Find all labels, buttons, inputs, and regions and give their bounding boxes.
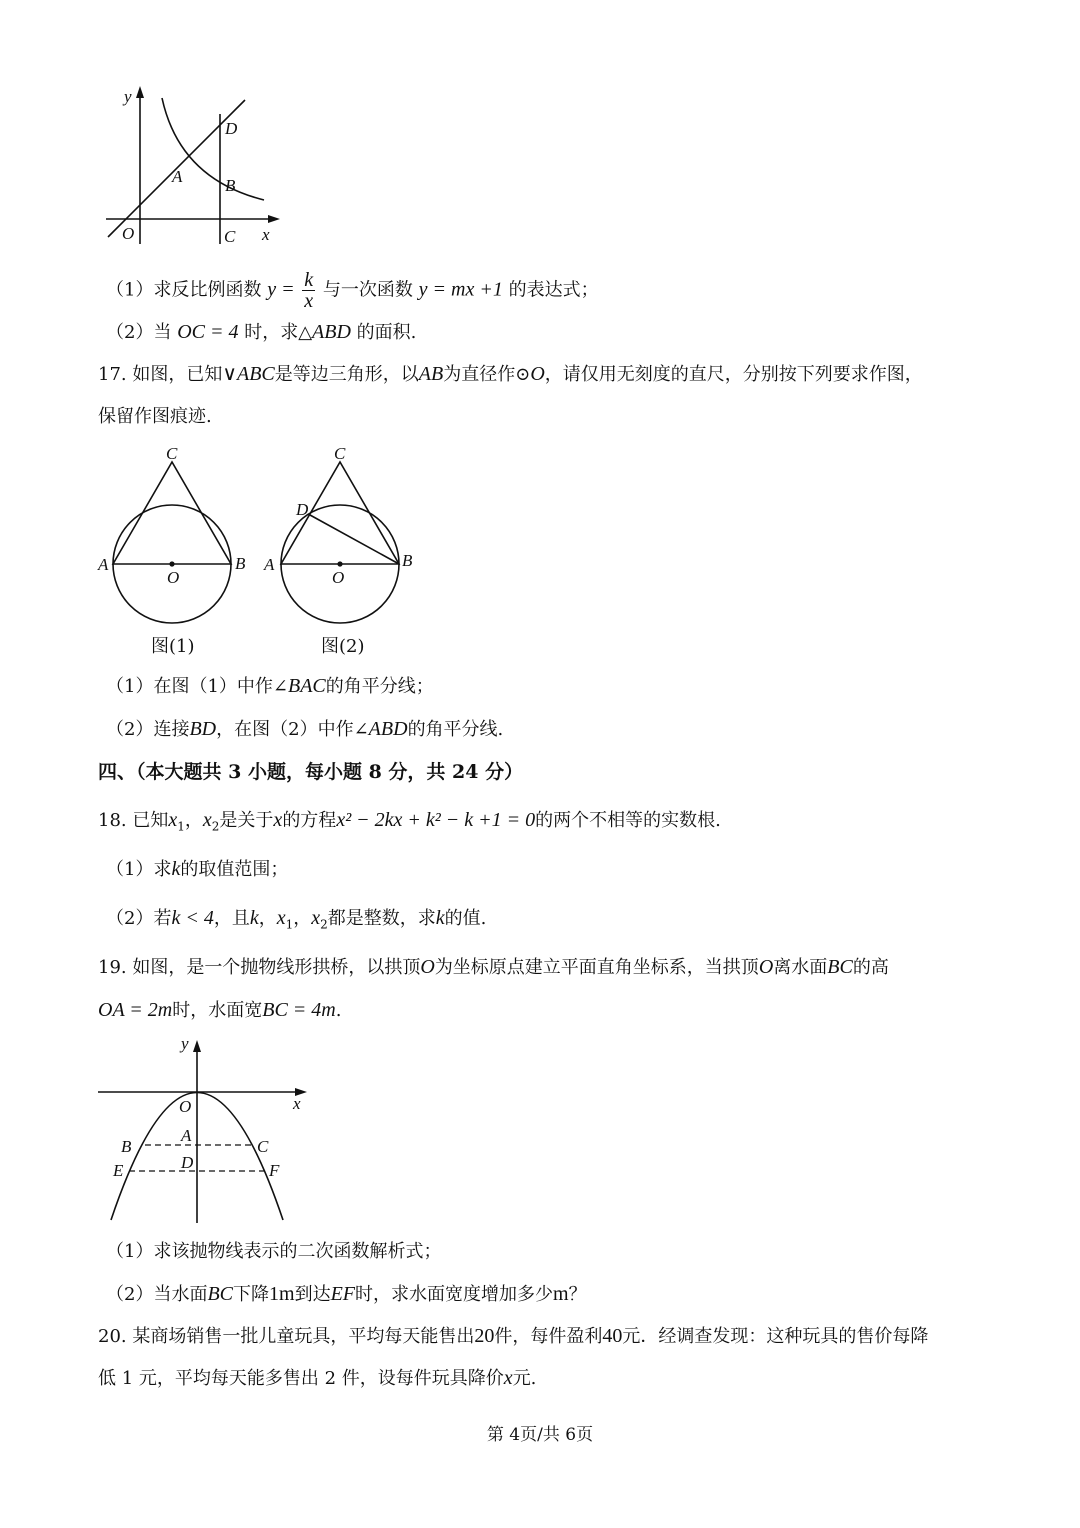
label-a: A <box>172 167 183 186</box>
label-x: x <box>262 225 270 244</box>
label-f: F <box>269 1161 280 1180</box>
figure-19-parabola <box>95 1035 320 1225</box>
q17-part2: （2）连接BD，在图（2）中作∠ABD的角平分线. <box>106 718 504 740</box>
figure-17-1 <box>95 440 260 620</box>
caption-fig1: 图(1) <box>151 636 195 657</box>
q17-line2: 保留作图痕迹. <box>98 406 212 427</box>
caption-fig2: 图(2) <box>321 636 365 657</box>
q16-part1: （1）求反比例函数 y = $\frac{k}{x}$ 与一次函数 y = mx +1 的表达式； <box>106 269 599 312</box>
label-a: A <box>264 555 275 574</box>
label-b: B <box>402 551 413 570</box>
q18-part1: （1）求k的取值范围； <box>106 858 289 880</box>
label-d: D <box>181 1153 194 1172</box>
label-b: B <box>121 1137 132 1156</box>
label-b: B <box>235 554 246 573</box>
label-o: O <box>332 568 345 587</box>
q16-part2: （2）当 OC = 4 时，求△ABD 的面积. <box>106 321 417 343</box>
triangle-abc <box>113 462 231 564</box>
label-x: x <box>293 1094 301 1113</box>
fraction-k-over-x: $\frac{k}{x}$ <box>304 269 314 312</box>
section-heading: 四、（本大题共 3 小题，每小题 8 分，共 24 分） <box>98 761 524 783</box>
label-a: A <box>98 555 109 574</box>
q18-part2: （2）若k < 4，且k，$x_1$，$x_2$都是整数，求k的值. <box>106 907 487 932</box>
y-axis-arrow-icon <box>193 1040 201 1052</box>
q19-line2: OA = 2m时，水面宽BC = 4m. <box>98 999 342 1021</box>
label-b: B <box>225 176 236 195</box>
x-axis-arrow-icon <box>268 215 280 223</box>
label-c: C <box>166 444 178 463</box>
label-o: O <box>167 568 180 587</box>
label-e: E <box>113 1161 124 1180</box>
label-c: C <box>224 227 236 246</box>
label-c: C <box>257 1137 269 1156</box>
center-dot <box>337 561 342 566</box>
label-a: A <box>181 1126 192 1145</box>
label-d: D <box>296 500 309 519</box>
q19-line1: 19. 如图，是一个抛物线形拱桥，以拱顶O为坐标原点建立平面直角坐标系，当拱顶O离水面BC的高 <box>98 956 889 978</box>
q19-part1: （1）求该抛物线表示的二次函数解析式； <box>106 1241 442 1262</box>
figure-16-graph <box>100 84 290 249</box>
q17-part1: （1）在图（1）中作∠BAC的角平分线； <box>106 675 434 697</box>
q18-stem: 18. 已知$x_1$，$x_2$是关于x的方程x² − 2kx + k² − k +1 = 0的两个不相等的实数根. <box>98 809 721 834</box>
label-o: O <box>122 224 135 243</box>
q19-part2: （2）当水面BC下降1m到达EF时，求水面宽度增加多少m？ <box>106 1283 587 1305</box>
q20-line2: 低 1 元，平均每天能多售出 2 件，设每件玩具降价x元. <box>98 1367 537 1389</box>
label-y: y <box>124 87 132 106</box>
y-axis-arrow-icon <box>136 86 144 98</box>
label-d: D <box>225 119 238 138</box>
q20-line1: 20. 某商场销售一批儿童玩具，平均每天能售出20件，每件盈利40元．经调查发现：这种玩具的售价每降 <box>98 1325 929 1347</box>
figure-17-2 <box>260 440 425 620</box>
label-y: y <box>181 1034 189 1053</box>
q17-line1: 17. 如图，已知∨ABC是等边三角形，以AB为直径作⊙O，请仅用无刻度的直尺，分别按下列要求作图， <box>98 363 923 385</box>
center-dot <box>169 561 174 566</box>
page-footer: 第 4页/共 6页 <box>486 1425 594 1445</box>
label-c: C <box>334 444 346 463</box>
label-o: O <box>179 1097 192 1116</box>
